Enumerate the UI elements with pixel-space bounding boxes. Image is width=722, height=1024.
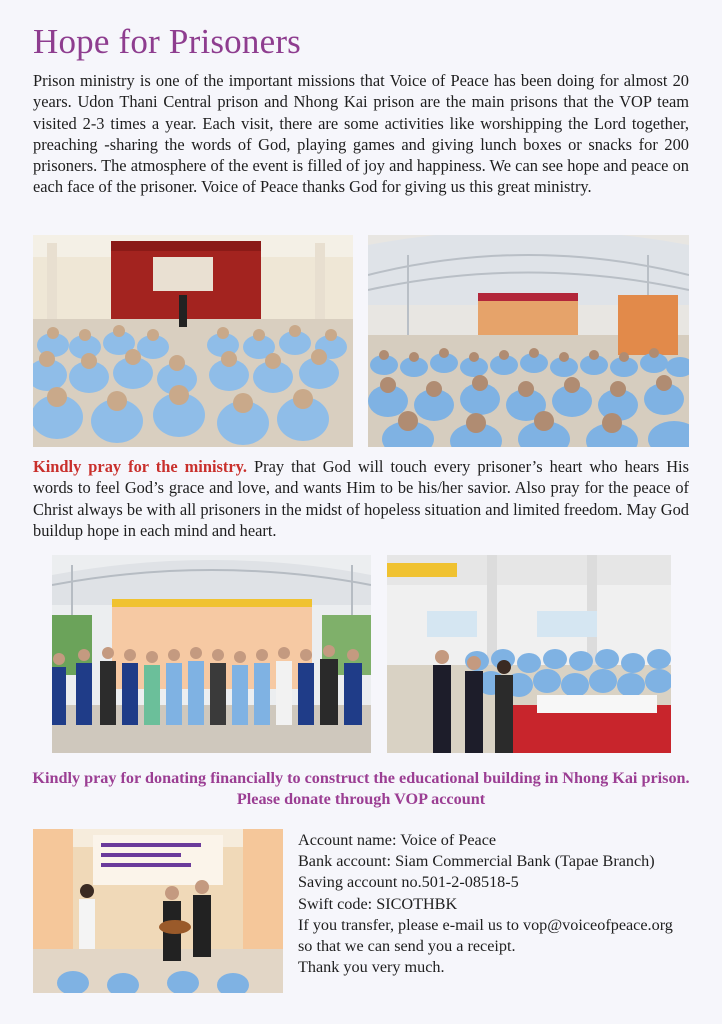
photo-hall-gathering [368, 235, 689, 447]
photo-lunch-boxes [387, 555, 671, 753]
account-name: Account name: Voice of Peace [298, 831, 497, 849]
bank-account-details [298, 830, 698, 978]
thanks-note: Thank you very much. [298, 958, 445, 977]
swift-code: Swift code: SICOTHBK [298, 894, 458, 913]
photo-worship-service [33, 235, 353, 447]
prayer-ministry-highlight: Kindly pray for the ministry. [33, 457, 248, 476]
receipt-note: so that we can send you a receipt. [298, 937, 516, 956]
prayer-ministry-paragraph [33, 456, 689, 541]
page-title: Hope for Prisoners [33, 22, 301, 61]
photo-group-donation [52, 555, 371, 753]
prayer-ministry-text: Pray that God will touch every prisoner’s heart who hears His words to feel God’s grace and love, and wants Him to be his/her savior. Also pray for the peace of Christ always be with all prisoners in the midst of hopeless situation and limited freedom. May God buildup hope in each mind and heart. [33, 457, 689, 540]
account-number: Saving account no.501-2-08518-5 [298, 873, 519, 892]
prayer-donation-heading: Kindly pray for donating financially to construct the educational building in Nhong Kai prison. Please donate through VOP account [32, 769, 690, 808]
photo-worship-team [33, 829, 283, 993]
intro-paragraph: Prison ministry is one of the important missions that Voice of Peace has been doing for almost 20 years. Udon Thani Central prison and Nhong Kai prison are the main prisons that the VOP team visited 2-3 times a year. Each visit, there are some activities like worshipping the Lord together, preaching -sharing the words of God, playing games and giving lunch boxes or snacks for 200 prisoners. The atmosphere of the event is filled of joy and happiness. We can see hope and peace on each face of the prisoner. Voice of Peace thanks God for giving us this great ministry. [33, 71, 689, 197]
transfer-note: If you transfer, please e-mail us to vop@voiceofpeace.org [298, 915, 673, 934]
bank-name: Bank account: Siam Commercial Bank (Tapae Branch) [298, 852, 655, 871]
